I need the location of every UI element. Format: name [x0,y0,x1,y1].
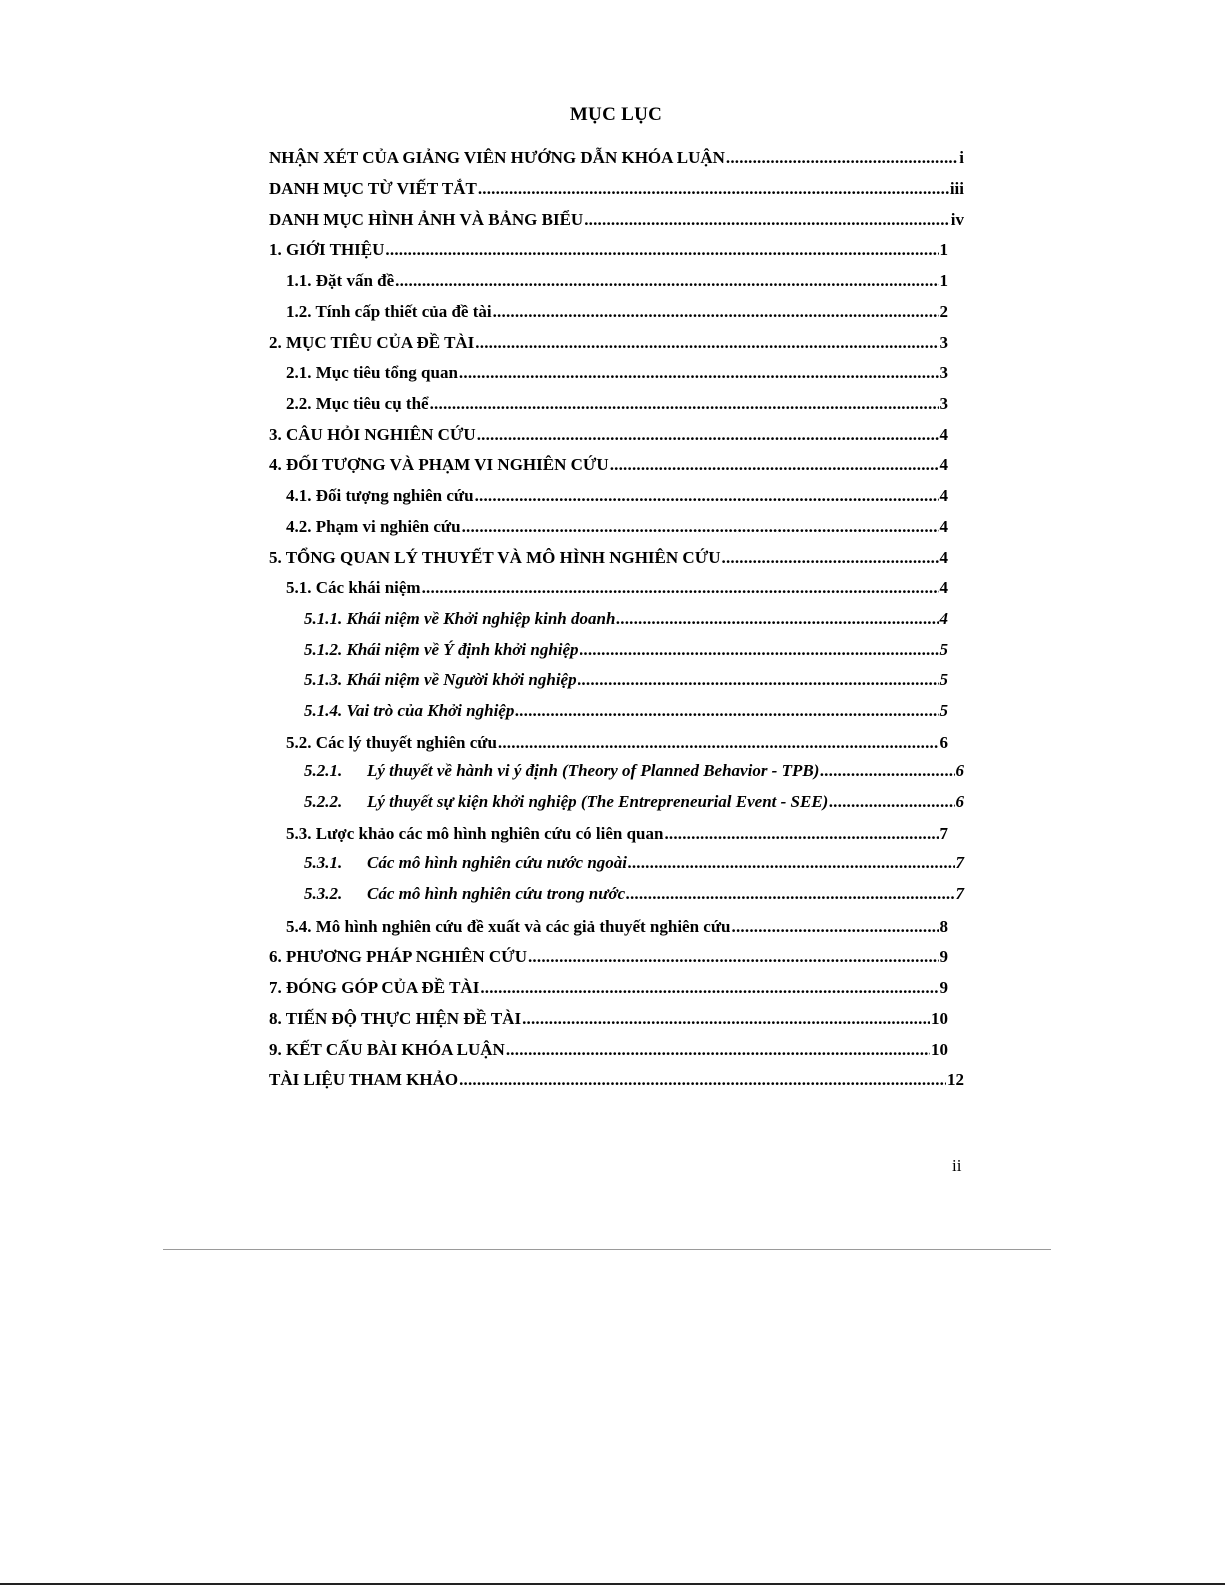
toc-entry[interactable] [269,975,948,1001]
toc-leader [385,237,938,263]
toc-entry-label: 4. ĐỐI TƯỢNG VÀ PHẠM VI NGHIÊN CỨU [269,455,609,474]
toc-entry-label: 5.1.3. Khái niệm về Người khởi nghiệp [304,670,577,689]
toc-entry-label: 5.1.4. Vai trò của Khởi nghiệp [304,701,515,720]
toc-entry[interactable] [286,575,948,601]
toc-entry-page: 4 [939,455,948,474]
toc-entry-page: 9 [939,978,948,997]
toc-leader [522,1006,930,1032]
toc-entry[interactable] [304,758,964,784]
toc-entry-label: 2. MỤC TIÊU CỦA ĐỀ TÀI [269,333,475,352]
toc-entry[interactable] [286,391,948,417]
toc-entry-label: 5.4. Mô hình nghiên cứu đề xuất và các giả thuyết nghiên cứu [286,917,731,936]
toc-entry-label: 5.1.1. Khái niệm về Khởi nghiệp kinh doanh [304,609,616,628]
toc-entry-page: 1 [939,271,948,290]
toc-entry-page: 4 [939,425,948,444]
toc-entry[interactable] [269,237,948,263]
toc-entry-page: iii [949,179,964,198]
toc-leader [584,207,950,233]
toc-entry[interactable] [286,360,948,386]
page-separator [163,1249,1051,1250]
toc-entry-label: DANH MỤC TỪ VIẾT TẮT [269,179,477,198]
toc-entry-label: 7. ĐÓNG GÓP CỦA ĐỀ TÀI [269,978,480,997]
toc-entry-page: 10 [931,1040,948,1059]
toc-entry-label: 1.1. Đặt vấn đề [286,271,395,290]
toc-entry-page: 1 [939,240,948,259]
toc-entry[interactable] [304,789,964,815]
toc-entry-label: Lý thuyết về hành vi ý định (Theory of Planned Behavior - TPB) [367,761,820,780]
toc-entry[interactable] [304,881,964,907]
toc-entry-label: Các mô hình nghiên cứu trong nước [367,884,626,903]
toc-entry[interactable] [269,330,948,356]
toc-entry-label: 1. GIỚI THIỆU [269,240,385,259]
toc-entry-label: 5.3. Lược khảo các mô hình nghiên cứu có liên quan [286,824,664,843]
toc-entry[interactable] [269,1067,964,1093]
toc-entry-page: 7 [939,824,948,843]
toc-entry-page: 2 [939,302,948,321]
toc-entry-page: 9 [939,947,948,966]
toc-leader [610,452,939,478]
toc-entry[interactable] [269,1037,948,1063]
toc-entry-label: 5.2. Các lý thuyết nghiên cứu [286,733,497,752]
toc-leader [498,730,939,756]
toc-entry[interactable] [286,514,948,540]
toc-entry-label: Các mô hình nghiên cứu nước ngoài [367,853,627,872]
toc-entry-label: 1.2. Tính cấp thiết của đề tài [286,302,492,321]
toc-entry[interactable] [269,452,948,478]
toc-leader [430,391,939,417]
toc-leader [626,881,954,907]
toc-leader [475,483,939,509]
toc-entry-page: 4 [939,578,948,597]
toc-leader [475,330,938,356]
toc-leader [726,145,958,171]
toc-entry-label: 2.1. Mục tiêu tổng quan [286,363,458,382]
toc-entry-page: 10 [931,1009,948,1028]
toc-leader [477,422,939,448]
toc-entry[interactable] [286,299,948,325]
toc-entry-label: 4.2. Phạm vi nghiên cứu [286,517,461,536]
toc-entry[interactable] [269,1006,948,1032]
toc-entry-number: 5.2.2. [304,792,343,811]
toc-leader [459,360,939,386]
toc-leader [580,637,939,663]
toc-entry-page: 6 [939,733,948,752]
toc-entry[interactable] [286,730,948,756]
toc-leader [478,176,949,202]
toc-leader [422,575,939,601]
toc-entry-label: 6. PHƯƠNG PHÁP NGHIÊN CỨU [269,947,527,966]
toc-entry[interactable] [286,483,948,509]
toc-entry-page: 4 [939,486,948,505]
toc-leader [732,914,939,940]
toc-leader [480,975,938,1001]
toc-entry-page: 6 [955,792,964,811]
toc-entry[interactable] [304,606,948,632]
toc-entry-page: 5 [939,640,948,659]
toc-leader [395,268,938,294]
toc-entry[interactable] [286,268,948,294]
toc-entry[interactable] [269,422,948,448]
toc-entry-label: NHẬN XÉT CỦA GIẢNG VIÊN HƯỚNG DẪN KHÓA LUẬN [269,148,725,167]
toc-leader [628,850,955,876]
toc-entry-page: 7 [955,884,964,903]
toc-leader [722,545,939,571]
toc-entry-page: 5 [939,701,948,720]
toc-leader [664,821,938,847]
toc-entry-label: 5.1. Các khái niệm [286,578,421,597]
toc-entry[interactable] [269,176,964,202]
toc-leader [820,758,954,784]
toc-entry-page: 4 [939,517,948,536]
toc-entry-page: 7 [955,853,964,872]
toc-entry-label: TÀI LIỆU THAM KHẢO [269,1070,459,1089]
toc-leader [459,1067,946,1093]
toc-leader [829,789,954,815]
toc-entry-page: iv [950,210,964,229]
toc-entry-page: 6 [955,761,964,780]
toc-entry-page: 8 [939,917,948,936]
toc-entry[interactable] [269,545,948,571]
toc-entry-page: 3 [939,363,948,382]
toc-entry-label: 9. KẾT CẤU BÀI KHÓA LUẬN [269,1040,505,1059]
toc-entry-page: i [959,148,964,167]
toc-leader [506,1037,930,1063]
toc-entry-page: 4 [939,548,948,567]
toc-leader [578,667,939,693]
toc-entry[interactable] [286,821,948,847]
toc-leader [493,299,939,325]
toc-entry-page: 4 [939,609,948,628]
toc-entry[interactable] [269,145,964,171]
page-number: ii [952,1156,962,1175]
toc-leader [515,698,938,724]
toc-entry-label: Lý thuyết sự kiện khởi nghiệp (The Entrepreneurial Event - SEE) [367,792,829,811]
toc-entry-page: 3 [939,333,948,352]
toc-entry-label: 5. TỔNG QUAN LÝ THUYẾT VÀ MÔ HÌNH NGHIÊN CỨU [269,548,721,567]
toc-entry-label: 8. TIẾN ĐỘ THỰC HIỆN ĐỀ TÀI [269,1009,522,1028]
toc-entry-label: DANH MỤC HÌNH ẢNH VÀ BẢNG BIỂU [269,210,584,229]
page-title: MỤC LỤC [569,104,663,125]
toc-entry[interactable] [304,698,948,724]
toc-entry[interactable] [304,637,948,663]
toc-entry-page: 3 [939,394,948,413]
toc-leader [616,606,938,632]
toc-entry-number: 5.2.1. [304,761,343,780]
toc-entry-label: 4.1. Đối tượng nghiên cứu [286,486,474,505]
toc-entry[interactable] [269,207,964,233]
toc-entry-page: 5 [939,670,948,689]
toc-leader [462,514,939,540]
toc-entry[interactable] [269,944,948,970]
toc-entry-label: 5.1.2. Khái niệm về Ý định khởi nghiệp [304,640,579,659]
toc-entry-page: 12 [947,1070,964,1089]
toc-entry-label: 2.2. Mục tiêu cụ thể [286,394,429,413]
toc-leader [528,944,939,970]
toc-entry[interactable] [304,850,964,876]
toc-entry[interactable] [304,667,948,693]
toc-entry[interactable] [286,914,948,940]
toc-entry-label: 3. CÂU HỎI NGHIÊN CỨU [269,425,476,444]
toc-entry-number: 5.3.1. [304,853,343,872]
toc-entry-number: 5.3.2. [304,884,343,903]
